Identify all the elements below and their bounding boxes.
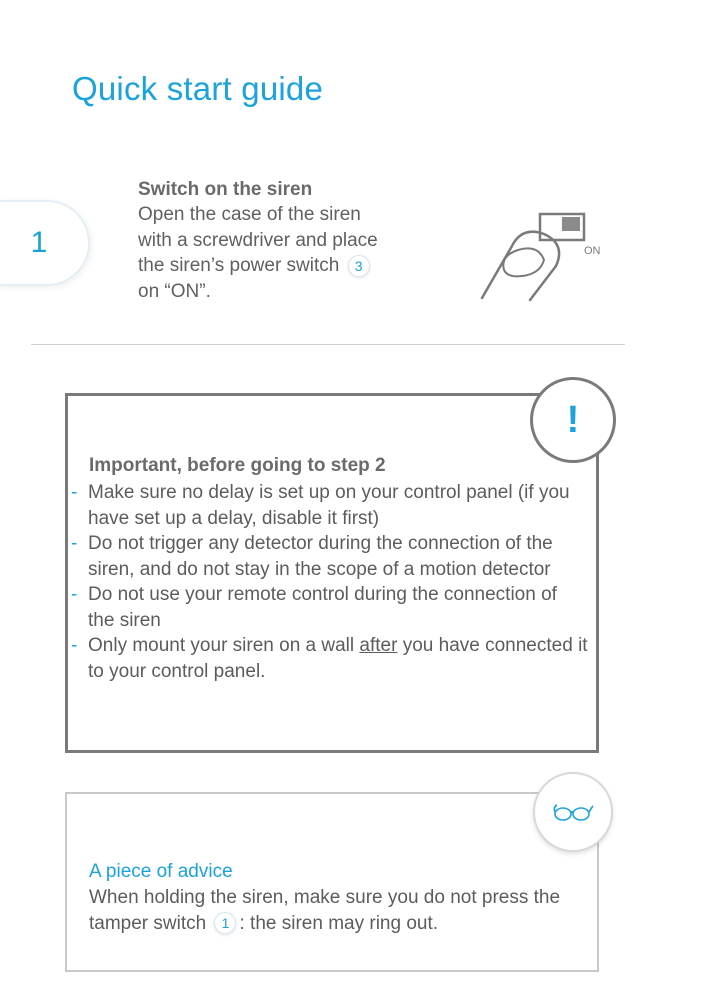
list-item-text: Only mount your siren on a wall xyxy=(88,635,360,656)
advice-text-part: : the siren may ring out. xyxy=(239,912,439,934)
advice-text-part: When holding the siren, make sure you do not press the tamper switch xyxy=(89,887,561,934)
finger-outline xyxy=(482,232,559,300)
list-item xyxy=(68,633,588,684)
important-heading: Important, before going to step 2 xyxy=(89,455,386,476)
step-line: Open the case of the siren xyxy=(138,204,361,225)
step-line: with a screwdriver and place xyxy=(138,229,378,251)
list-item-text: Do not trigger any detector during the connection of the siren, and do not stay in the scope of a motion detector xyxy=(88,533,553,580)
list-item-text: Do not use your remote control during the connection of the siren xyxy=(88,584,557,631)
list-item xyxy=(68,531,588,582)
list-dash: - xyxy=(71,635,78,656)
exclamation-icon: ! xyxy=(530,377,616,463)
glasses-badge xyxy=(533,772,613,852)
glasses-icon xyxy=(551,801,595,823)
list-item-text: Make sure no delay is set up on your control panel (if you have set up a delay, disable it first) xyxy=(88,482,570,529)
list-dash: - xyxy=(71,533,78,554)
emphasized-word: after xyxy=(359,635,398,656)
list-item xyxy=(68,480,588,531)
switch-toggle xyxy=(562,217,580,231)
advice-text xyxy=(89,885,584,936)
finger-switch-illustration xyxy=(478,212,618,304)
list-dash: - xyxy=(71,482,78,503)
step-heading: Switch on the siren xyxy=(138,179,313,200)
page-title: Quick start guide xyxy=(72,70,324,107)
list-item-text: you have connected it to your control panel. xyxy=(88,635,588,682)
step-line-text: the siren’s power switch xyxy=(138,255,340,276)
step-number-badge: 1 xyxy=(0,200,90,286)
reference-number: 3 xyxy=(348,255,370,277)
step-line: on “ON”. xyxy=(138,280,211,302)
reference-number: 1 xyxy=(214,912,236,934)
advice-heading: A piece of advice xyxy=(89,861,233,882)
step-line xyxy=(138,253,458,279)
list-dash: - xyxy=(71,584,78,605)
step-body xyxy=(138,202,458,304)
switch-on-label: ON xyxy=(584,245,601,257)
step-1-instructions xyxy=(138,178,458,304)
list-item xyxy=(68,582,588,633)
section-divider xyxy=(31,344,625,345)
important-list xyxy=(68,480,588,684)
